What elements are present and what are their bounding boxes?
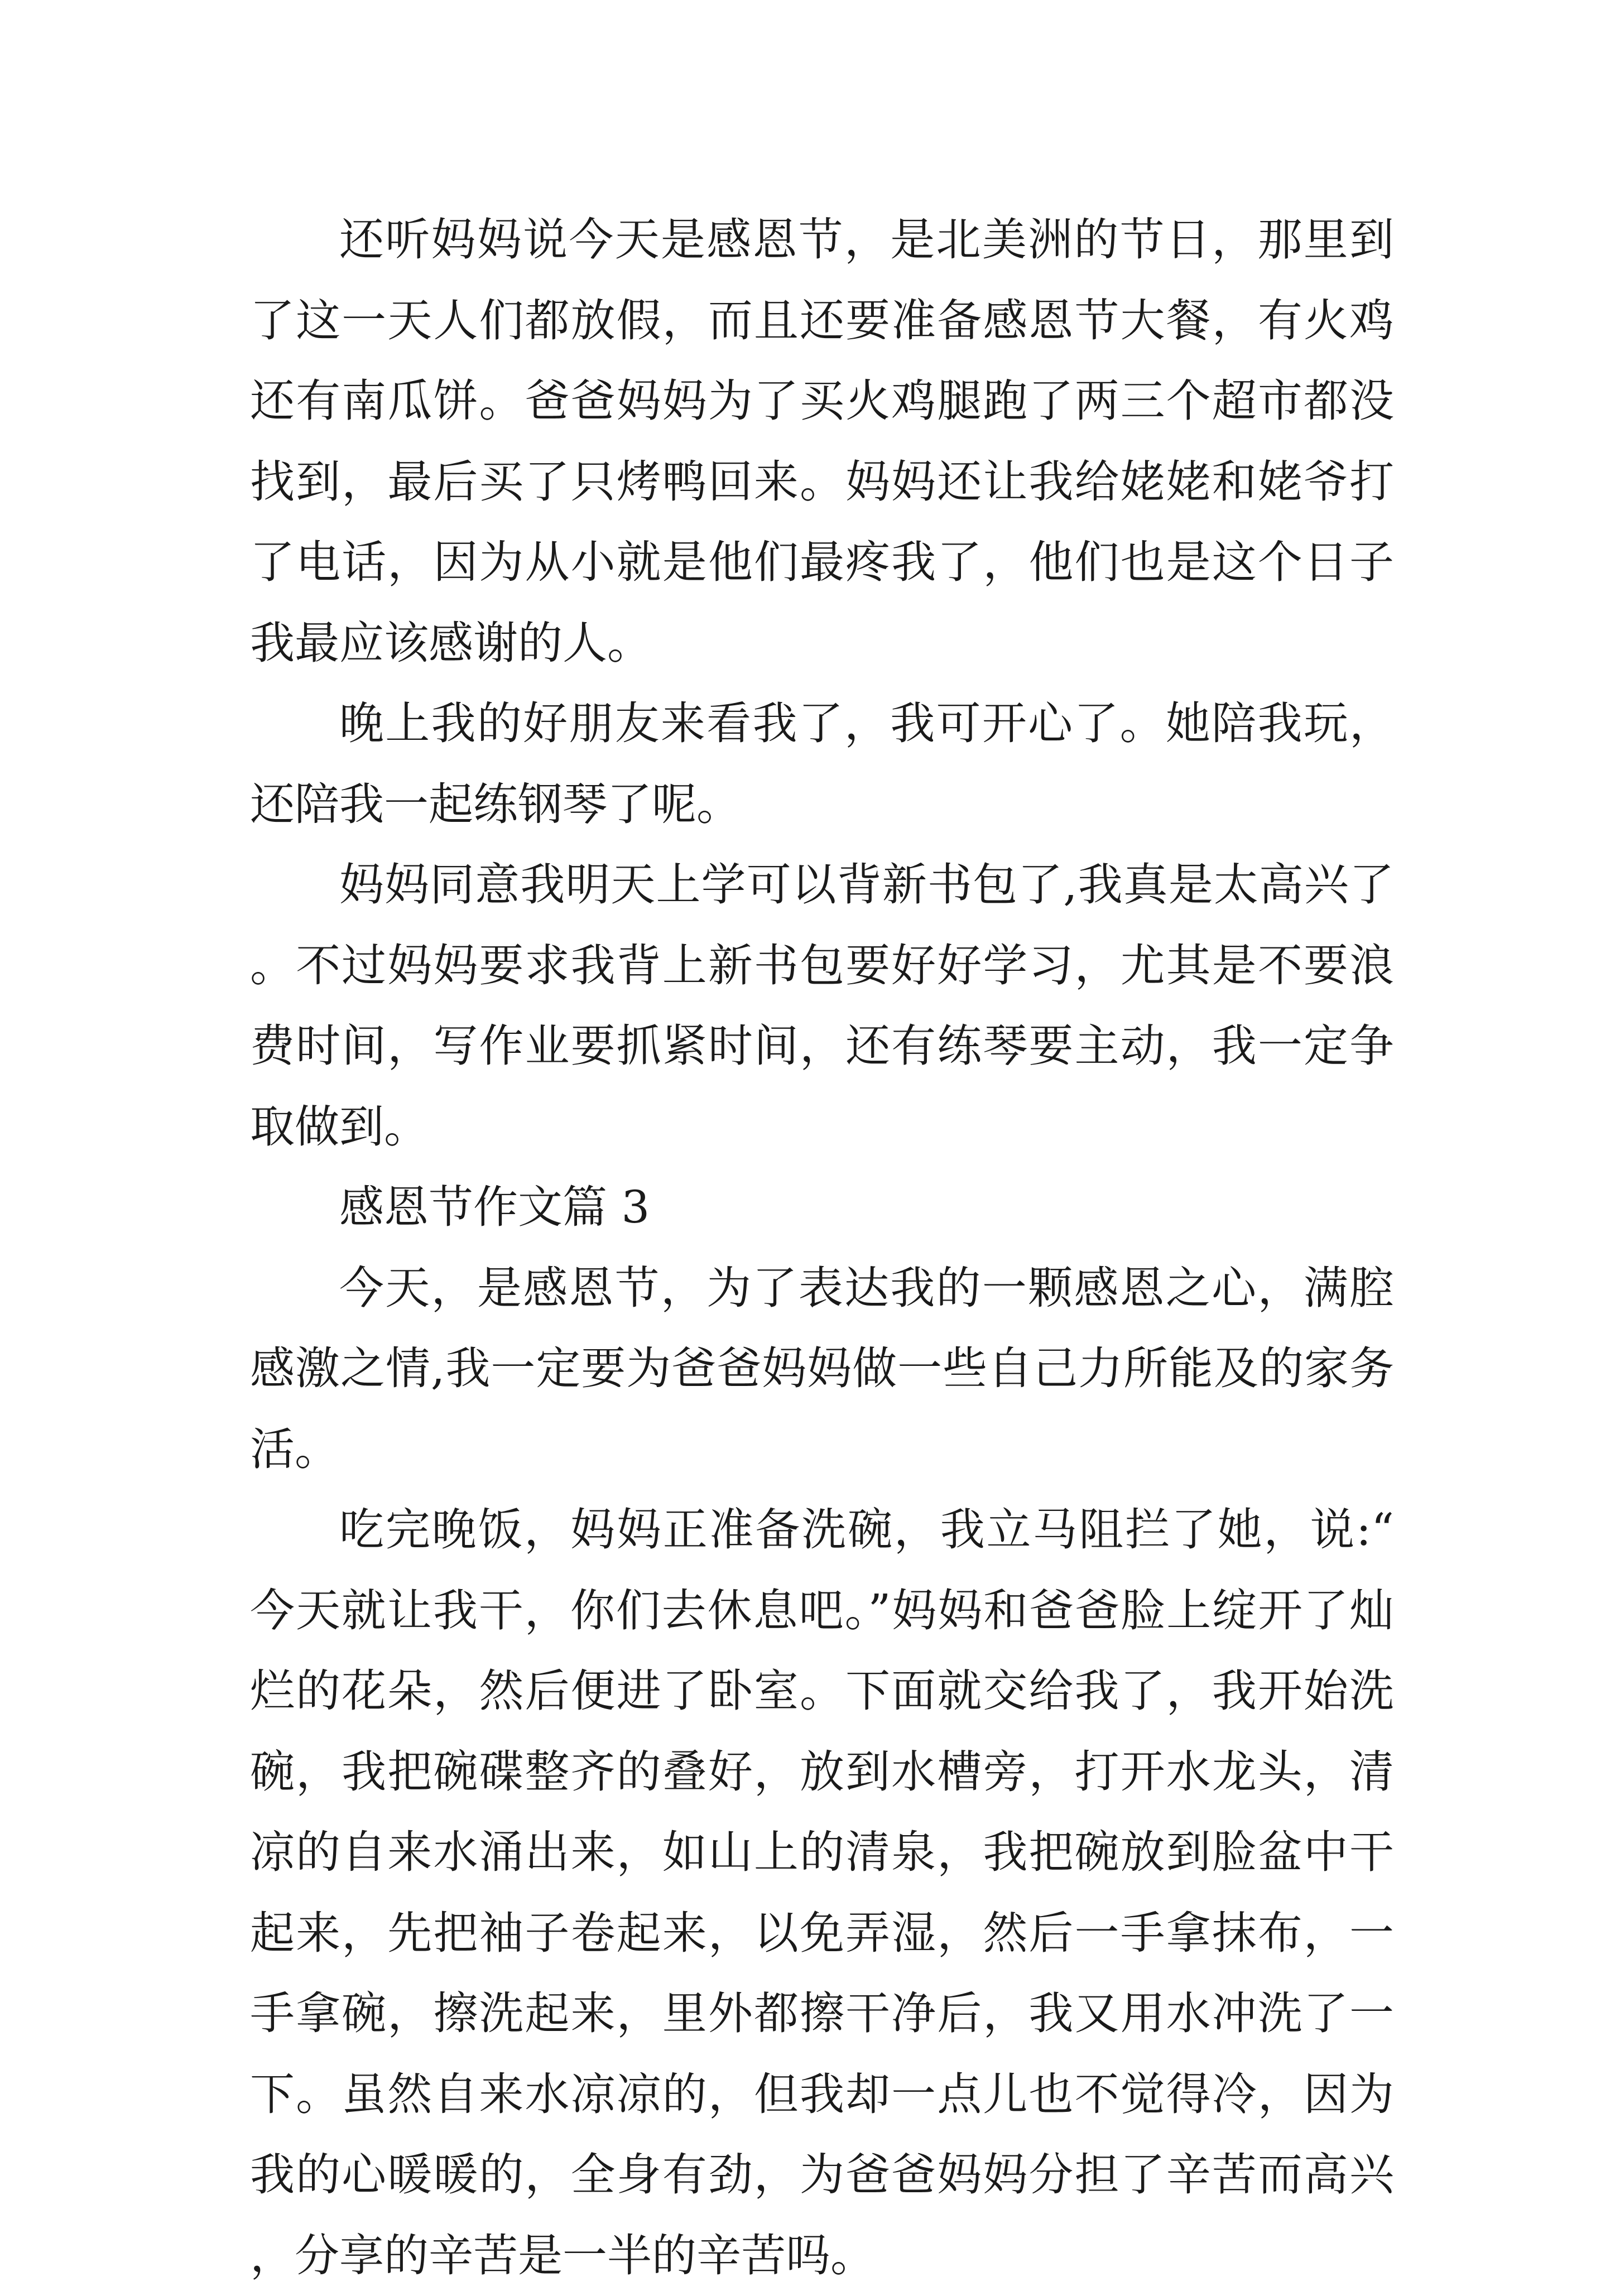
paragraph-housework-intent: 今天，是感恩节，为了表达我的一颗感恩之心，满腔感激之情,我一定要为爸爸妈妈做一些自己力所能及的家务活。	[250, 1262, 1394, 1475]
paragraph-thanksgiving-intro: 还听妈妈说今天是感恩节，是北美洲的节日，那里到了这一天人们都放假，而且还要准备感恩节大餐，有火鸡还有南瓜饼。爸爸妈妈为了买火鸡腿跑了两三个超市都没找到，最后买了只烤鸭回来。妈妈还让我给姥姥和姥爷打了电话，因为从小就是他们最疼我了，他们也是这个日子我最应该感谢的人。	[250, 214, 1394, 669]
paragraph-washing-dishes: 吃完晚饭，妈妈正准备洗碗，我立马阻拦了她，说:“今天就让我干，你们去休息吧。”妈妈和爸爸脸上绽开了灿烂的花朵，然后便进了卧室。下面就交给我了，我开始洗碗，我把碗碟整齐的叠好，放到水槽旁，打开水龙头，清凉的自来水涌出来，如山上的清泉，我把碗放到脸盆中干起来，先把袖子卷起来，以免弄湿，然后一手拿抹布，一手拿碗，擦洗起来，里外都擦干净后，我又用水冲洗了一下。虽然自来水凉凉的，但我却一点儿也不觉得冷，因为我的心暖暖的，全身有劲，为爸爸妈妈分担了辛苦而高兴，分享的辛苦是一半的辛苦吗。	[250, 1504, 1394, 2281]
paragraph-new-schoolbag: 妈妈同意我明天上学可以背新书包了,我真是太高兴了。不过妈妈要求我背上新书包要好好学习，尤其是不要浪费时间，写作业要抓紧时间，还有练琴要主动，我一定争取做到。	[250, 859, 1394, 1153]
document-body	[250, 200, 1394, 2296]
paragraph-friend-visit: 晚上我的好朋友来看我了，我可开心了。她陪我玩，还陪我一起练钢琴了呢。	[250, 697, 1394, 830]
section-heading: 感恩节作文篇 3	[339, 1181, 650, 1233]
